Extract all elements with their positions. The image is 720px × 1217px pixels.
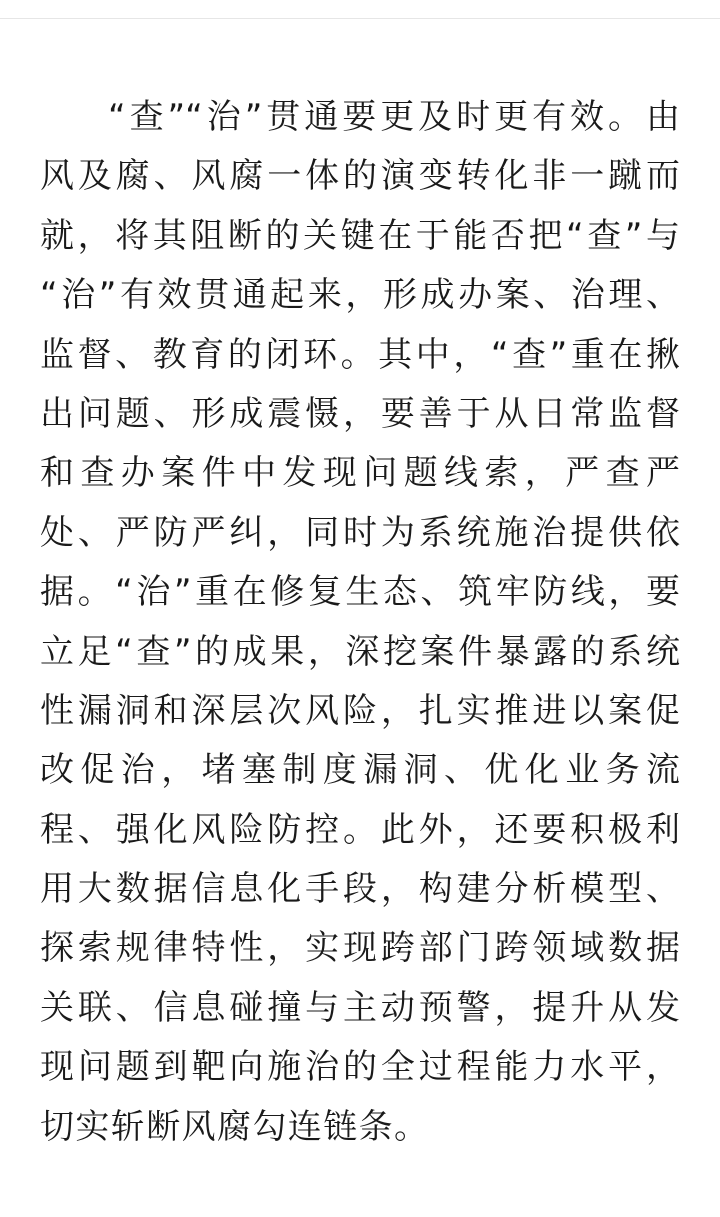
paragraph-line: 探索规律特性，实现跨部门跨领域数据 [40, 928, 680, 969]
paragraph-line: 立足“查”的成果，深挖案件暴露的系统 [40, 631, 680, 672]
paragraph-line: 切实斩断风腐勾连链条。 [40, 1106, 430, 1147]
paragraph-line: 监督、教育的闭环。其中，“查”重在揪 [40, 334, 680, 375]
paragraph-line: “治”有效贯通起来，形成办案、治理、 [40, 275, 680, 316]
paragraph-line: “查”“治”贯通要更及时更有效。由 [108, 97, 680, 137]
paragraph-line: 性漏洞和深层次风险，扎实推进以案促 [40, 690, 680, 731]
paragraph-line: 就，将其阻断的关键在于能否把“查”与 [40, 215, 680, 256]
paragraph-line: 据。“治”重在修复生态、筑牢防线，要 [40, 572, 680, 613]
paragraph-line: 风及腐、风腐一体的演变转化非一蹴而 [40, 156, 680, 197]
paragraph-line: 用大数据信息化手段，构建分析模型、 [40, 869, 680, 910]
paragraph-line: 改促治，堵塞制度漏洞、优化业务流 [40, 750, 680, 791]
paragraph-line: 关联、信息碰撞与主动预警，提升从发 [40, 987, 680, 1028]
paragraph-line: 程、强化风险防控。此外，还要积极利 [40, 809, 680, 850]
top-divider [0, 18, 720, 19]
paragraph-line: 处、严防严纠，同时为系统施治提供依 [40, 512, 680, 553]
paragraph-line: 现问题到靶向施治的全过程能力水平， [40, 1047, 680, 1088]
paragraph-line: 和查办案件中发现问题线索，严查严 [40, 453, 680, 494]
article-body [40, 88, 680, 1157]
paragraph-line: 出问题、形成震慑，要善于从日常监督 [40, 393, 680, 434]
